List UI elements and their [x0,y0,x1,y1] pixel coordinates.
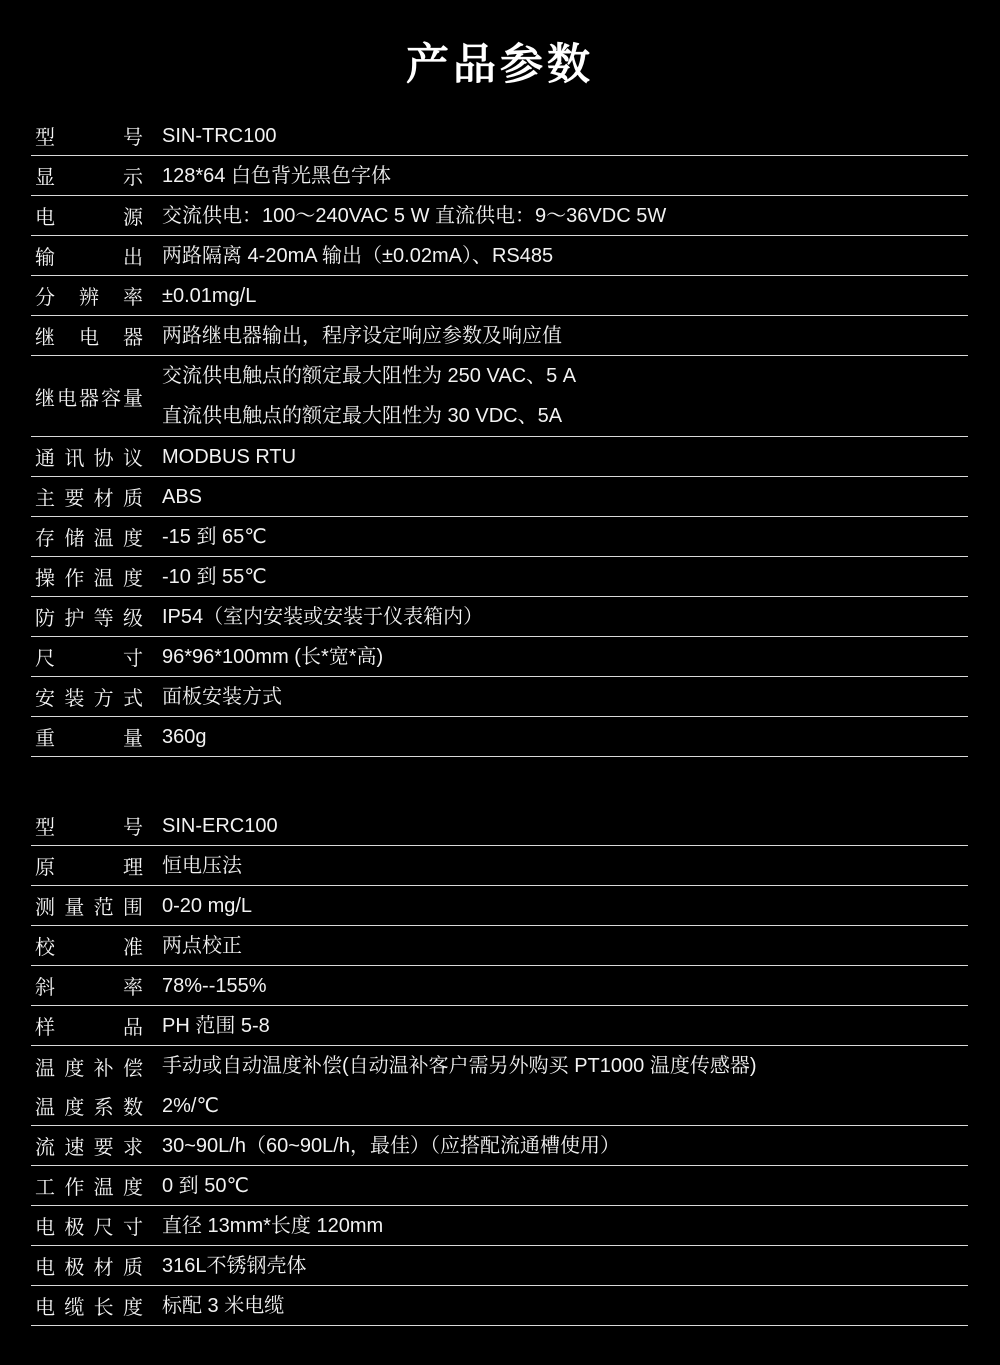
spec-row-temp-compensation [31,1046,968,1086]
spec-row-relay-capacity [31,356,968,437]
spec-label: 安装方式 [35,688,143,710]
spec-row-power [31,196,968,236]
spec-row-output [31,236,968,276]
spec-value: 0-20 mg/L [162,894,253,917]
spec-row-operating-temp [31,557,968,597]
spec-value: -15 到 65℃ [162,525,267,548]
spec-value: PH 范围 5-8 [162,1014,270,1037]
spec-value: 交流供电：100～240VAC 5 W 直流供电：9～36VDC 5W [162,204,667,227]
spec-label: 电极材质 [35,1257,143,1279]
spec-row-weight [31,717,968,757]
spec-value: SIN-TRC100 [162,124,277,147]
spec-value: 标配 3 米电缆 [162,1294,285,1317]
spec-value-line: 交流供电触点的额定最大阻性为 250 VAC、5 A [162,365,577,387]
spec-value-line: 直流供电触点的额定最大阻性为 30 VDC、5A [162,405,563,427]
spec-row-mounting [31,677,968,717]
page-title: 产品参数 [406,41,594,89]
spec-value: 78%--155% [162,974,267,997]
spec-table-trc100 [31,116,968,757]
spec-label: 显示 [35,167,143,189]
spec-row-slope [31,966,968,1006]
spec-label: 电缆长度 [35,1297,143,1319]
spec-value: 两路隔离 4-20mA 输出（±0.02mA）、RS485 [162,244,554,267]
spec-table-erc100 [31,806,968,1326]
spec-value: ABS [162,485,203,508]
spec-value: 316L不锈钢壳体 [162,1254,307,1277]
spec-label: 样品 [35,1017,143,1039]
spec-row-relay [31,316,968,356]
spec-row-electrode-material [31,1246,968,1286]
spec-label: 电源 [35,207,143,229]
spec-value: 直径 13mm*长度 120mm [162,1214,384,1237]
spec-label: 存储温度 [35,528,143,550]
spec-label: 分辨率 [35,287,143,309]
spec-label: 校准 [35,937,143,959]
spec-label: 通讯协议 [35,448,143,470]
spec-label: 防护等级 [35,608,143,630]
spec-row-principle [31,846,968,886]
spec-label: 电极尺寸 [35,1217,143,1239]
spec-label: 主要材质 [35,488,143,510]
spec-label: 继电器容量 [35,387,143,410]
spec-value [162,356,576,436]
spec-value: 2%/℃ [162,1094,219,1117]
spec-value: 面板安装方式 [162,685,282,708]
spec-row-calibration [31,926,968,966]
spec-value: 恒电压法 [162,854,242,877]
spec-value: 0 到 50℃ [162,1174,249,1197]
spec-value: 96*96*100mm (长*宽*高) [162,645,384,668]
spec-value: SIN-ERC100 [162,814,278,837]
spec-row-display [31,156,968,196]
spec-label: 温度补偿 [35,1057,143,1080]
spec-value: 两路继电器输出，程序设定响应参数及响应值 [162,324,562,347]
spec-value: IP54（室内安装或安装于仪表箱内） [162,605,484,628]
spec-row-storage-temp [31,517,968,557]
spec-value: ±0.01mg/L [162,284,257,307]
spec-row-protocol [31,437,968,477]
spec-value: 360g [162,725,207,748]
spec-label: 温度系数 [35,1097,143,1119]
spec-label: 型号 [35,817,143,839]
spec-row-flow-rate [31,1126,968,1166]
spec-label: 工作温度 [35,1177,143,1199]
spec-row-model [31,116,968,156]
spec-row-cable-length [31,1286,968,1326]
spec-label: 斜率 [35,977,143,999]
spec-value: 128*64 白色背光黑色字体 [162,164,391,187]
spec-row-protection-rating [31,597,968,637]
spec-row-material [31,477,968,517]
spec-label: 型号 [35,127,143,149]
spec-value: 两点校正 [162,934,242,957]
spec-label: 尺寸 [35,648,143,670]
spec-label: 测量范围 [35,897,143,919]
spec-label: 原理 [35,857,143,879]
spec-label: 继电器 [35,327,143,349]
spec-label: 流速要求 [35,1137,143,1159]
spec-row-sample [31,1006,968,1046]
spec-row-temp-coefficient [31,1086,968,1126]
spec-row-model [31,806,968,846]
spec-label: 操作温度 [35,568,143,590]
spec-label: 重量 [35,728,143,750]
spec-value: MODBUS RTU [162,445,297,468]
spec-row-measuring-range [31,886,968,926]
spec-row-resolution [31,276,968,316]
spec-row-electrode-size [31,1206,968,1246]
spec-row-dimensions [31,637,968,677]
spec-row-working-temp [31,1166,968,1206]
spec-value: 30~90L/h（60~90L/h，最佳）（应搭配流通槽使用） [162,1134,620,1157]
spec-label: 输出 [35,247,143,269]
spec-value: -10 到 55℃ [162,565,267,588]
spec-value: 手动或自动温度补偿(自动温补客户需另外购买 PT1000 温度传感器) [162,1055,757,1077]
